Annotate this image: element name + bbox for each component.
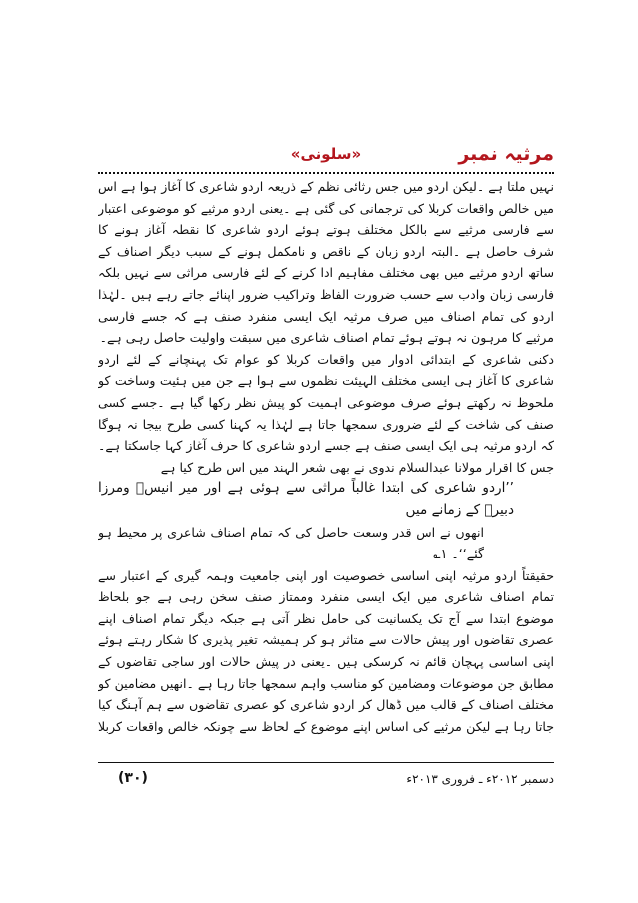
issue-date: دسمبر ۲۰۱۲ء ـ فروری ۲۰۱۳ء xyxy=(406,772,554,786)
magazine-name: «سلونی» xyxy=(290,145,362,163)
issue-title: مرثیہ نمبر xyxy=(458,143,554,165)
page-number: (۳۰) xyxy=(118,770,148,786)
page-header xyxy=(98,143,554,169)
quotation-end: انھوں نے اس قدر وسعت حاصل کی کہ تمام اصناف شاعری پر محیط ہو گئے‘‘۔ ۱؎ xyxy=(98,524,484,562)
article-body xyxy=(98,176,554,736)
page-footer xyxy=(98,770,554,794)
footer-divider xyxy=(98,762,554,763)
quotation: ’’اردو شاعری کی ابتدا غالباً مراثی سے ہوئی ہے اور میر انیسؔ ومرزا دبیرؔ کے زمانے میں xyxy=(98,480,514,518)
header-divider xyxy=(98,172,554,174)
paragraph-2: دکنی شاعری کے ابتدائی ادوار میں واقعات کربلا کو عوام تک پہنچانے کے لئے اردو شاعری کا آغاز ہی ایسی مختلف الہیئت نظموں سے ہوا ہے جن میں ہئیت وساخت کو ملحوظ نہ رکھتے ہوئے صرف موضوعی اہمیت کو پیش نظر رکھا گیا ہے ۔جسے کسی صنف کی شاخت کے لئے ضروری سمجھا جاتا ہے لہٰذا یہ کہنا کسی طرح بیجا نہ ہوگا کہ اردو مرثیہ ہی ایک ایسی صنف ہے جسے اردو شاعری کا حرف آغاز کہا جاسکتا ہے۔جس کا اقرار مولانا عبدالسلام ندوی نے بھی شعر الہند میں اس طرح کیا ہے xyxy=(98,351,554,475)
paragraph-1: نہیں ملتا ہے ۔لیکن اردو میں جس رثائی نظم کے ذریعہ اردو شاعری کا آغاز ہوا ہے اس میں خالص واقعات کربلا کی ترجمانی کی گئی ہے ۔یعنی اردو مرثیے کو موضوعی اعتبار سے فارسی مرثیے سے بالکل مختلف ہوتے ہوئے اردو شاعری کا نقطہ آغاز ہونے کا شرف حاصل ہے ۔البتہ اردو زبان کے ناقص و نامکمل ہونے کے سبب دیگر اصناف کے ساتھ اردو مرثیے میں بھی مختلف مفاہیم ادا کرنے کے لئے فارسی مراثی سے نہیں بلکہ فارسی زبان وادب سے حسب ضرورت الفاظ وتراکیب ضرور اپنائے جاتے رہے ہیں ۔لہٰذا اردو کی تمام اصناف میں صرف مرثیہ ایک ایسی منفرد صنف ہے کہ جسے فارسی مرثیے کا مرہون نہ ہوتے ہوئے تمام اصناف شاعری میں سبقت واولیت حاصل رہی ہے۔ xyxy=(98,179,554,346)
paragraph-3: حقیقتاً اردو مرثیہ اپنی اساسی خصوصیت اور اپنی جامعیت وہمہ گیری کے اعتبار سے تمام اصناف شاعری میں ایک ایسی منفرد وممتاز صنف سخن رہی ہے جو بلحاظ موضوع ابتدا سے آج تک یکسانیت کی حامل نظر آتی ہے جبکہ دیگر تمام اصناف اپنے عصری تقاضوں اور پیش حالات سے متاثر ہو کر ہمیشہ تغیر پذیری کا شکار رہتے ہوئے اپنی اساسی پہچان قائم نہ کرسکی ہیں ۔یعنی در پیش حالات اور ساجی تقاضوں کے مطابق جن موضوعات ومضامین کو مناسب واہم سمجھا جاتا رہا ہے ۔انھیں مضامین کو مختلف اصناف کے قالب میں ڈھال کر اردو شاعری کو عصری تقاضوں سے ہم آہنگ کیا جاتا رہا ہے لیکن مرثیے کی اساس اپنے موضوع کے لحاظ سے چونکہ خالص واقعات کربلا xyxy=(98,567,554,734)
